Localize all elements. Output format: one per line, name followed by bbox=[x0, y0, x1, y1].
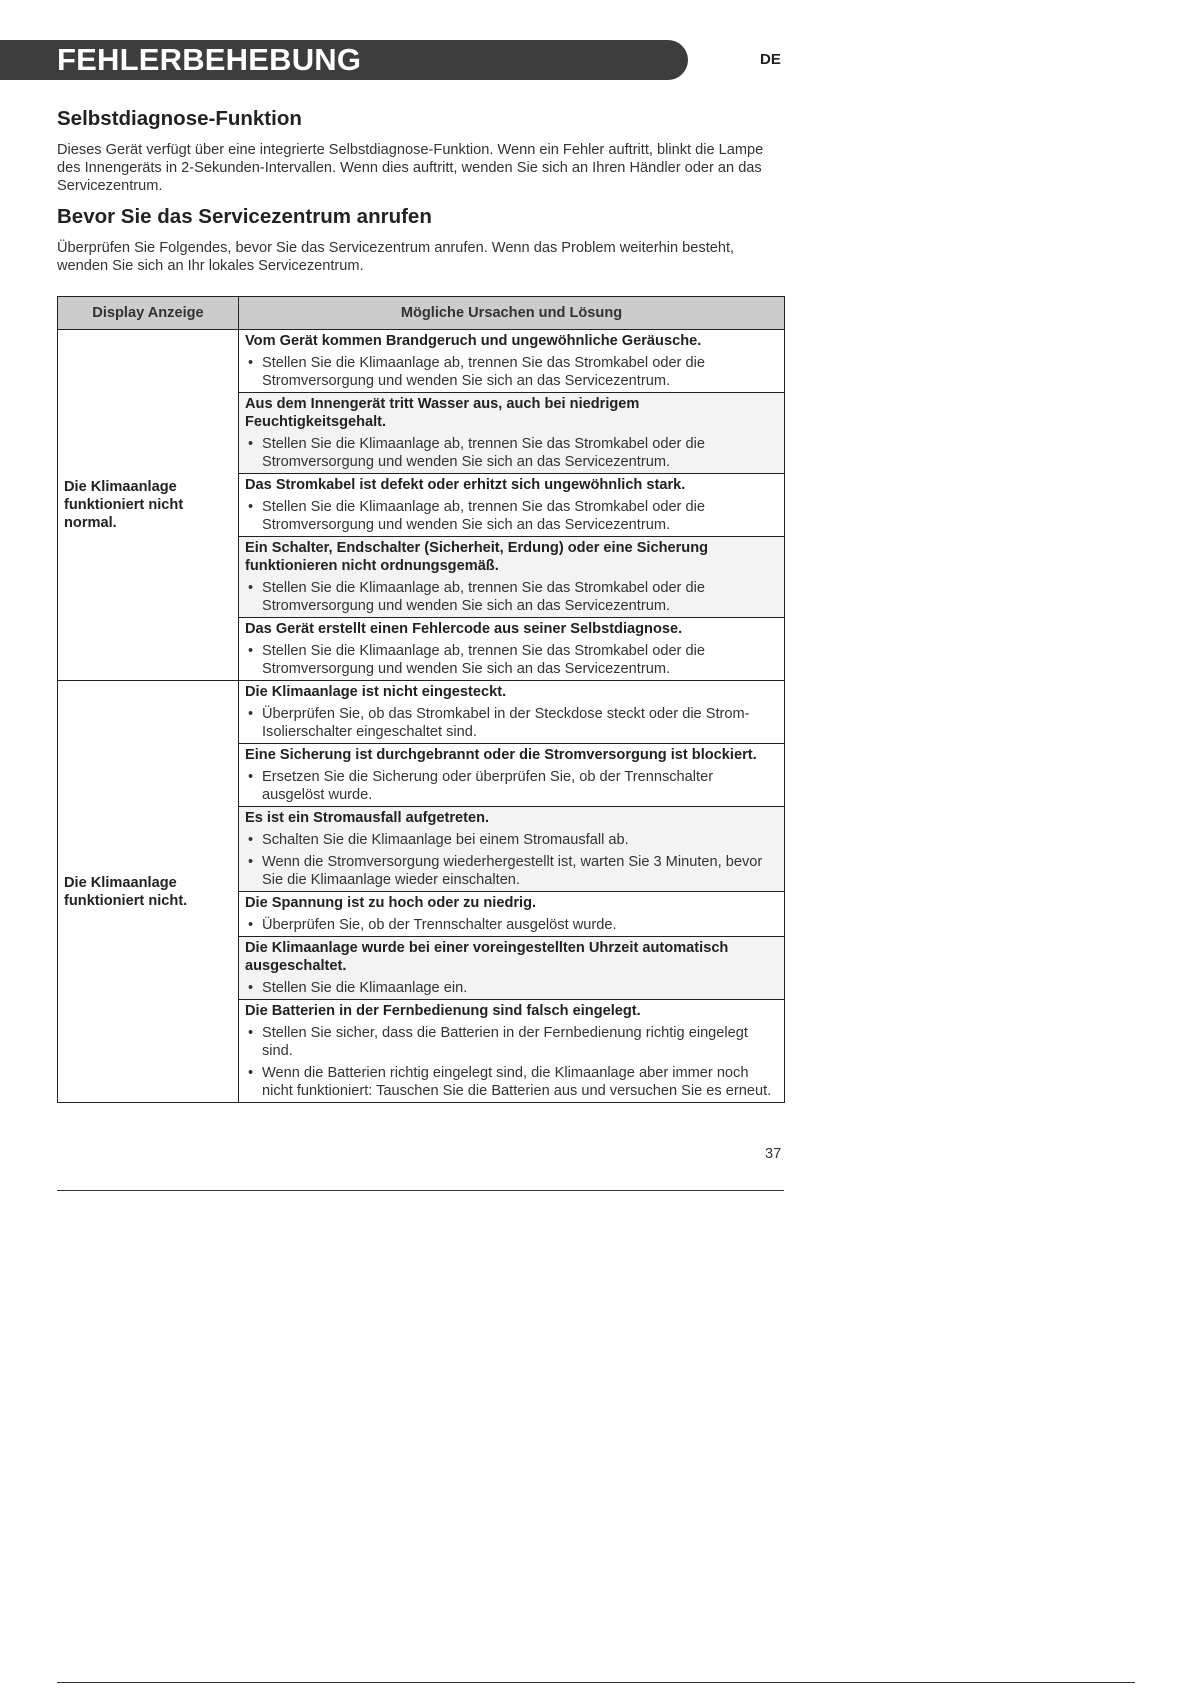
cause-cell bbox=[239, 618, 785, 681]
solution-list bbox=[245, 354, 778, 390]
solution-list bbox=[245, 435, 778, 471]
solution-list bbox=[245, 579, 778, 615]
cause-title: Die Klimaanlage ist nicht eingesteckt. bbox=[245, 684, 507, 700]
cause-cell bbox=[239, 330, 785, 393]
cause-cell bbox=[239, 744, 785, 807]
before-service-heading: Bevor Sie das Servicezentrum anrufen bbox=[57, 205, 432, 228]
solution-item: • Stellen Sie die Klimaanlage ab, trennen Sie das Stromkabel oder die Stromversorgung und wenden Sie sich an das Servicezentrum. bbox=[245, 435, 778, 471]
page-number: 37 bbox=[765, 1146, 782, 1162]
cause-title: Das Stromkabel ist defekt oder erhitzt sich ungewöhnlich stark. bbox=[245, 477, 686, 493]
bottom-rule bbox=[57, 1682, 1135, 1683]
solution-list bbox=[245, 642, 778, 678]
cause-cell bbox=[239, 807, 785, 892]
solution-item: • Stellen Sie die Klimaanlage ab, trennen Sie das Stromkabel oder die Stromversorgung und wenden Sie sich an das Servicezentrum. bbox=[245, 354, 778, 390]
column-header-causes: Mögliche Ursachen und Lösung bbox=[239, 297, 785, 330]
solution-item: • Ersetzen Sie die Sicherung oder überprüfen Sie, ob der Trennschalter ausgelöst wurde. bbox=[245, 768, 778, 804]
cause-title: Vom Gerät kommen Brandgeruch und ungewöhnliche Geräusche. bbox=[245, 333, 702, 349]
cause-cell bbox=[239, 937, 785, 1000]
page-title: FEHLERBEHEBUNG bbox=[57, 42, 362, 77]
cause-cell bbox=[239, 892, 785, 937]
cause-title: Eine Sicherung ist durchgebrannt oder die Stromversorgung ist blockiert. bbox=[245, 747, 757, 763]
solution-item: • Wenn die Stromversorgung wiederhergestellt ist, warten Sie 3 Minuten, bevor Sie die Klimaanlage wieder einschalten. bbox=[245, 853, 778, 889]
solution-list bbox=[245, 705, 778, 741]
display-indicator-cell: Die Klimaanlage funktioniert nicht normal. bbox=[58, 330, 239, 681]
display-indicator-cell: Die Klimaanlage funktioniert nicht. bbox=[58, 681, 239, 1103]
solution-list bbox=[245, 768, 778, 804]
solution-item: • Stellen Sie sicher, dass die Batterien in der Fernbedienung richtig eingelegt sind. bbox=[245, 1024, 778, 1060]
solution-item: • Stellen Sie die Klimaanlage ab, trennen Sie das Stromkabel oder die Stromversorgung und wenden Sie sich an das Servicezentrum. bbox=[245, 498, 778, 534]
table-row bbox=[58, 681, 785, 744]
solution-item: • Stellen Sie die Klimaanlage ein. bbox=[245, 979, 778, 997]
solution-list bbox=[245, 916, 778, 934]
cause-title: Das Gerät erstellt einen Fehlercode aus seiner Selbstdiagnose. bbox=[245, 621, 683, 637]
cause-cell bbox=[239, 681, 785, 744]
cause-title: Die Batterien in der Fernbedienung sind falsch eingelegt. bbox=[245, 1003, 641, 1019]
main-content bbox=[57, 107, 784, 1103]
cause-title: Die Klimaanlage wurde bei einer voreingestellten Uhrzeit automatisch ausgeschaltet. bbox=[245, 940, 729, 974]
solution-list bbox=[245, 831, 778, 889]
cause-title: Die Spannung ist zu hoch oder zu niedrig. bbox=[245, 895, 537, 911]
self-diagnosis-text: Dieses Gerät verfügt über eine integrierte Selbstdiagnose-Funktion. Wenn ein Fehler auftritt, blinkt die Lampe des Innengeräts in 2-Sekunden-Intervallen. Wenn dies auftritt, wenden Sie sich an Ihren Händler oder an das Servicezentrum. bbox=[57, 142, 764, 194]
cause-cell bbox=[239, 393, 785, 474]
solution-item: • Überprüfen Sie, ob das Stromkabel in der Steckdose steckt oder die Strom-Isolierschalter eingeschaltet sind. bbox=[245, 705, 778, 741]
solution-list bbox=[245, 1024, 778, 1100]
column-header-display: Display Anzeige bbox=[58, 297, 239, 330]
table-row bbox=[58, 330, 785, 393]
cause-cell bbox=[239, 1000, 785, 1103]
page-divider bbox=[57, 1190, 784, 1191]
troubleshooting-table bbox=[57, 296, 785, 1103]
language-code: DE bbox=[760, 51, 781, 68]
solution-item: • Schalten Sie die Klimaanlage bei einem Stromausfall ab. bbox=[245, 831, 778, 849]
self-diagnosis-heading: Selbstdiagnose-Funktion bbox=[57, 107, 302, 130]
cause-cell bbox=[239, 474, 785, 537]
solution-list bbox=[245, 979, 778, 997]
solution-item: • Stellen Sie die Klimaanlage ab, trennen Sie das Stromkabel oder die Stromversorgung und wenden Sie sich an das Servicezentrum. bbox=[245, 579, 778, 615]
solution-list bbox=[245, 498, 778, 534]
table-header-row bbox=[58, 297, 785, 330]
cause-cell bbox=[239, 537, 785, 618]
cause-title: Ein Schalter, Endschalter (Sicherheit, Erdung) oder eine Sicherung funktionieren nicht ordnungsgemäß. bbox=[245, 540, 709, 574]
solution-item: • Wenn die Batterien richtig eingelegt sind, die Klimaanlage aber immer noch nicht funktioniert: Tauschen Sie die Batterien aus und versuchen Sie es erneut. bbox=[245, 1064, 778, 1100]
cause-title: Aus dem Innengerät tritt Wasser aus, auch bei niedrigem Feuchtigkeitsgehalt. bbox=[245, 396, 640, 430]
solution-item: • Überprüfen Sie, ob der Trennschalter ausgelöst wurde. bbox=[245, 916, 778, 934]
cause-title: Es ist ein Stromausfall aufgetreten. bbox=[245, 810, 490, 826]
before-service-text: Überprüfen Sie Folgendes, bevor Sie das Servicezentrum anrufen. Wenn das Problem weiterhin besteht, wenden Sie sich an Ihr lokales Servicezentrum. bbox=[57, 240, 735, 274]
solution-item: • Stellen Sie die Klimaanlage ab, trennen Sie das Stromkabel oder die Stromversorgung und wenden Sie sich an das Servicezentrum. bbox=[245, 642, 778, 678]
